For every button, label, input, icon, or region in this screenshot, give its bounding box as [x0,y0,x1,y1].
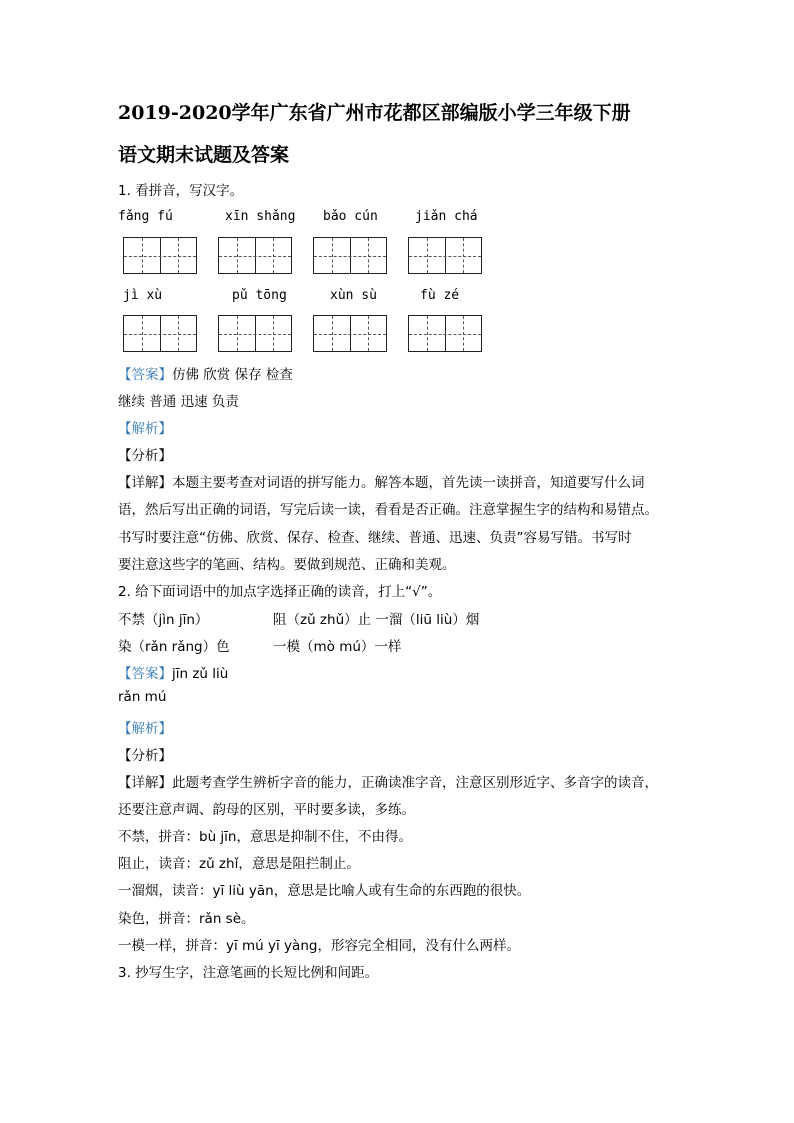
q2-answer-line2: rǎn mú [118,689,167,705]
q2-row1 [118,608,718,628]
pinyin: pǔ tōng [232,288,287,303]
option: 染（rǎn rǎng）色 [118,639,230,655]
pinyin: jiǎn chá [415,209,478,224]
q1-prompt: 1. 看拼音，写汉字。 [118,183,244,199]
option: 阻（zǔ zhǔ）止 一溜（liū liù）烟 [273,612,480,628]
writing-grid [218,237,292,274]
answer-text: jīn zǔ liù [172,666,229,682]
pinyin: bǎo cún [323,209,378,224]
detail-line: 要注意这些字的笔画、结构。要做到规范、正确和美观。 [118,557,456,573]
detail-line: 语，然后写出正确的词语，写完后读一读，看看是否正确。注意掌握生字的结构和易错点。 [118,502,658,518]
option: 不禁（jìn jīn） [118,612,209,628]
q2-prompt: 2. 给下面词语中的加点字选择正确的读音，打上“√”。 [118,584,442,600]
detail-line: 还要注意声调、韵母的区别，平时要多读，多练。 [118,802,415,818]
writing-grid [218,315,292,352]
pinyin: jì xù [123,288,163,303]
fenxi-tag: 【分析】 [118,748,172,764]
answer-tag: 【答案】 [118,367,172,383]
writing-grid [123,237,197,274]
q1-answer [118,363,293,383]
detail-line: 不禁，拼音：bù jīn，意思是抑制不住，不由得。 [118,829,412,845]
detail-line: 一模一样，拼音：yī mú yī yàng，形容完全相同，没有什么两样。 [118,938,520,954]
detail-line: 一溜烟，读音：yī liù yān，意思是比喻人或有生命的东西跑的很快。 [118,883,531,899]
pinyin: fù zé [420,288,460,303]
pinyin: xùn sù [330,288,377,303]
title-line-1: 2019-2020学年广东省广州市花都区部编版小学三年级下册 [118,102,631,124]
writing-grid [408,237,482,274]
option: 一模（mò mú）一样 [273,639,402,655]
detail-line: 书写时要注意“仿佛、欣赏、保存、检查、继续、普通、迅速、负责”容易写错。书写时 [118,530,632,546]
detail-line: 阻止，读音：zǔ zhǐ，意思是阻拦制止。 [118,856,360,872]
analysis-tag: 【解析】 [118,721,172,737]
q3-prompt: 3. 抄写生字，注意笔画的长短比例和间距。 [118,965,379,981]
writing-grid [313,237,387,274]
detail-line: 【详解】本题主要考查对词语的拼写能力。解答本题，首先读一读拼音，知道要写什么词 [118,475,645,491]
pinyin: xīn shǎng [225,209,296,224]
analysis-tag: 【解析】 [118,421,172,437]
q2-row2 [118,635,718,655]
fenxi-tag: 【分析】 [118,448,172,464]
title-line-2: 语文期末试题及答案 [118,144,290,166]
writing-grid [123,315,197,352]
detail-line: 【详解】此题考查学生辨析字音的能力，正确读准字音，注意区别形近字、多音字的读音， [118,775,658,791]
answer-tag: 【答案】 [118,666,172,682]
writing-grid [408,315,482,352]
detail-line: 染色，拼音：rǎn sè。 [118,911,255,927]
answer-text: 仿佛 欣赏 保存 检查 [172,367,293,383]
writing-grid [313,315,387,352]
pinyin: fǎng fú [118,209,173,224]
q2-answer [118,662,228,682]
q1-answer-line2: 继续 普通 迅速 负责 [118,394,239,410]
